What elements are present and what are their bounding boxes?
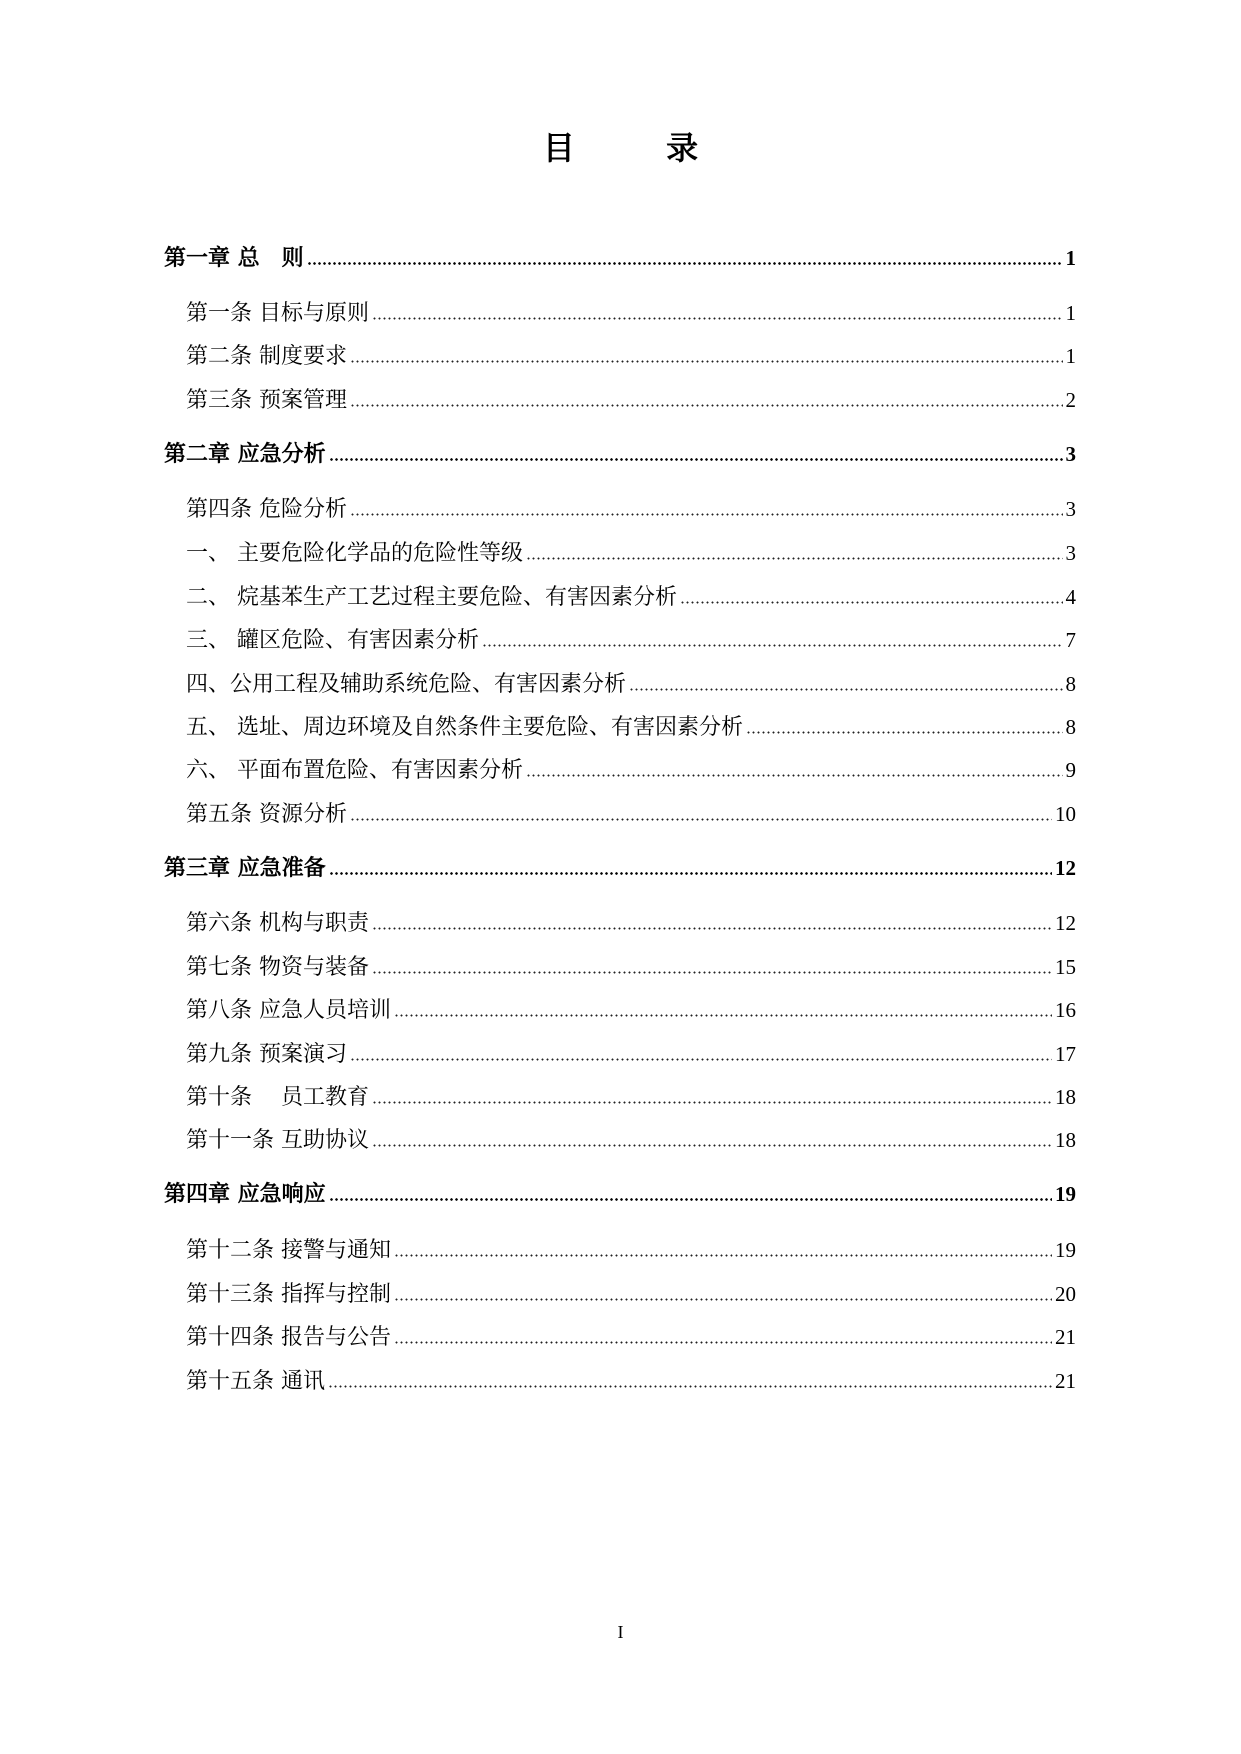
toc-entry[interactable] [186,1124,1076,1156]
toc-page-number: 1 [1065,246,1076,270]
toc-entry[interactable] [186,798,1076,830]
toc-label: 第十条 员工教育 [186,1085,369,1110]
toc-label: 第二章 应急分析 [164,442,326,467]
dot-leader [350,384,1063,416]
toc-label: 六、 平面布置危险、有害因素分析 [186,758,523,783]
toc-label: 第九条 预案演习 [186,1042,347,1067]
dot-leader [394,1234,1052,1266]
toc-page-number: 19 [1055,1182,1076,1206]
dot-leader [526,754,1063,786]
toc-page-number: 17 [1055,1042,1076,1066]
toc-label: 五、 选址、周边环境及自然条件主要危险、有害因素分析 [186,715,743,740]
toc-page-number: 12 [1055,911,1076,935]
toc-label: 第一条 目标与原则 [186,301,369,326]
dot-leader [394,1278,1052,1310]
toc-chapter-4[interactable] [164,1178,1076,1210]
dot-leader [394,994,1052,1026]
dot-leader [350,1038,1052,1070]
toc-page-number: 16 [1055,998,1076,1022]
toc-page-number: 4 [1065,585,1076,609]
toc-entry[interactable] [186,1321,1076,1353]
toc-label: 第三条 预案管理 [186,388,347,413]
toc-chapter-2[interactable] [164,438,1076,470]
dot-leader [746,711,1063,743]
dot-leader [394,1321,1052,1353]
toc-page-number: 20 [1055,1282,1076,1306]
toc-page-number: 18 [1055,1085,1076,1109]
dot-leader [526,537,1063,569]
dot-leader [350,798,1052,830]
toc-label: 四、公用工程及辅助系统危险、有害因素分析 [186,672,627,697]
toc-entry[interactable] [186,907,1076,939]
toc-label: 第二条 制度要求 [186,344,347,369]
toc-entry[interactable] [186,1081,1076,1113]
toc-label: 三、 罐区危险、有害因素分析 [186,628,479,653]
toc-entry[interactable] [186,951,1076,983]
dot-leader [372,907,1052,939]
dot-leader [372,297,1063,329]
toc-page-number: 12 [1055,856,1076,880]
dot-leader [329,438,1063,470]
toc-page-number: 15 [1055,955,1076,979]
toc-entry[interactable] [186,384,1076,416]
page-title: 目 录 [542,129,739,167]
toc-page-number: 21 [1055,1369,1076,1393]
toc-page-number: 2 [1065,388,1076,412]
toc-page-number: 21 [1055,1325,1076,1349]
toc-label: 第十三条 指挥与控制 [186,1282,391,1307]
toc-entry[interactable] [186,668,1076,700]
toc-page-number: 18 [1055,1128,1076,1152]
dot-leader [307,242,1063,274]
toc-page-number: 8 [1065,715,1076,739]
toc-page-number: 3 [1065,442,1076,466]
toc-page-number: 1 [1065,344,1076,368]
toc-chapter-3[interactable] [164,852,1076,884]
toc-entry[interactable] [186,624,1076,656]
toc-label: 第八条 应急人员培训 [186,998,391,1023]
toc-label: 二、 烷基苯生产工艺过程主要危险、有害因素分析 [186,585,677,610]
toc-label: 第十一条 互助协议 [186,1128,369,1153]
toc-label: 第五条 资源分析 [186,802,347,827]
toc-page-number: 1 [1065,301,1076,325]
dot-leader [680,581,1063,613]
dot-leader [328,1365,1052,1397]
toc-entry[interactable] [186,1234,1076,1266]
toc-page-number: 7 [1065,628,1076,652]
toc-entry[interactable] [186,994,1076,1026]
toc-entry[interactable] [186,1038,1076,1070]
dot-leader [629,668,1062,700]
dot-leader [482,624,1063,656]
toc-label: 一、 主要危险化学品的危险性等级 [186,541,523,566]
dot-leader [372,1081,1052,1113]
toc-chapter-1[interactable] [164,242,1076,274]
dot-leader [350,340,1063,372]
toc-label: 第四章 应急响应 [164,1182,326,1207]
toc-page-number: 3 [1065,541,1076,565]
toc-entry[interactable] [186,297,1076,329]
toc-page-number: 9 [1065,758,1076,782]
dot-leader [372,1124,1052,1156]
toc-label: 第一章 总 则 [164,246,304,271]
toc-label: 第三章 应急准备 [164,856,326,881]
dot-leader [329,1178,1052,1210]
toc-label: 第七条 物资与装备 [186,955,369,980]
dot-leader [350,493,1063,525]
toc-page-number: 8 [1065,672,1076,696]
toc-label: 第六条 机构与职责 [186,911,369,936]
toc-page-number: 3 [1065,497,1076,521]
toc-entry[interactable] [186,340,1076,372]
toc-entry[interactable] [186,537,1076,569]
dot-leader [329,852,1052,884]
toc-entry[interactable] [186,711,1076,743]
toc-label: 第四条 危险分析 [186,497,347,522]
toc-entry[interactable] [186,1365,1076,1397]
toc-page-number: 10 [1055,802,1076,826]
page-footer-number: I [617,1622,624,1642]
toc-entry[interactable] [186,1278,1076,1310]
toc-label: 第十四条 报告与公告 [186,1325,391,1350]
toc-label: 第十五条 通讯 [186,1369,325,1394]
toc-entry[interactable] [186,581,1076,613]
toc-entry[interactable] [186,493,1076,525]
toc-label: 第十二条 接警与通知 [186,1238,391,1263]
dot-leader [372,951,1052,983]
toc-page-number: 19 [1055,1238,1076,1262]
toc-entry[interactable] [186,754,1076,786]
